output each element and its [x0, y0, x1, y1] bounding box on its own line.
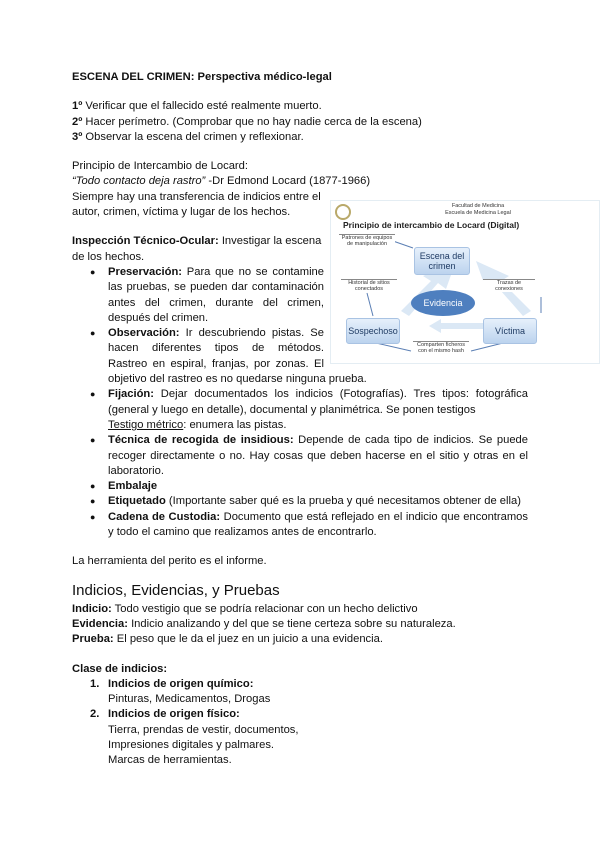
doc-title: ESCENA DEL CRIMEN: Perspectiva médico-legal	[72, 71, 332, 83]
locard-heading: Principio de Intercambio de Locard:	[72, 160, 248, 173]
node-victim: Víctima	[483, 318, 537, 344]
def-evidencia: Evidencia: Indicio analizando y del que se tiene certeza sobre su naturaleza.	[72, 617, 456, 630]
node-suspect: Sospechoso	[346, 318, 400, 344]
classes-heading: Clase de indicios:	[72, 662, 168, 675]
classes-list	[72, 677, 528, 769]
diagram-header: Facultad de Medicina Escuela de Medicina Legal	[445, 202, 511, 216]
step-2: 2º Hacer perímetro. (Comprobar que no hay nadie cerca de la escena)	[72, 115, 422, 128]
list-item: ● Observación: Ir descubriendo pistas. Se hacen diferentes tipos de métodos. Rastreo en espiral, franjas, por zonas. El objetivo del rastreo es no quedarse ninguna prueba.	[108, 326, 528, 387]
def-indicio: Indicio: Todo vestigio que se podría relacionar con un hecho delictivo	[72, 602, 418, 615]
diagram-title: Principio de intercambio de Locard (Digital)	[343, 219, 520, 230]
list-item: ● Preservación: Para que no se contamine las pruebas, se pueden dar contaminación antes del crimen, durante del crimen, después del crimen.	[108, 265, 528, 326]
list-item: ● Cadena de Custodia: Documento que está reflejado en el indicio que encontramos y todo el camino que realizamos antes de encontrarlo.	[108, 510, 528, 541]
locard-text: Siempre hay una transferencia de indicios entre el autor, crimen, víctima y lugar de los hechos.	[72, 190, 321, 219]
step-3: 3º Observar la escena del crimen y reflexionar.	[72, 130, 304, 143]
inspection-heading: Inspección Técnico-Ocular: Investigar la escena de los hechos.	[72, 235, 322, 263]
list-item: ● Fijación: Dejar documentados los indicios (Fotografías). Tres tipos: fotográfica (general y luego en detalle), documental y planimétrica. Se ponen testigos Testigo métrico: enumera las pistas.	[108, 387, 528, 433]
list-item: 2. Indicios de origen físico: Tierra, prendas de vestir, documentos, Impresiones digitales y palmares. Marcas de herramientas.	[90, 708, 299, 767]
step-1: 1º Verificar que el fallecido esté realmente muerto.	[72, 100, 322, 113]
node-scene: Escena del crimen	[414, 247, 470, 275]
section-heading: Indicios, Evidencias, y Pruebas	[72, 581, 280, 599]
node-evidence: Evidencia	[411, 290, 475, 316]
def-prueba: Prueba: El peso que le da el juez en un juicio a una evidencia.	[72, 633, 383, 646]
list-item: ● Etiquetado (Importante saber qué es la prueba y qué necesitamos obtener de ella)	[108, 494, 528, 509]
report-note: La herramienta del perito es el informe.	[72, 555, 267, 568]
diagram-note-left: Historial de sitios conectados	[341, 279, 397, 292]
inspection-list	[72, 265, 528, 540]
diagram-note-right: Trazas de conexiones	[483, 279, 535, 292]
list-item: ● Embalaje	[108, 479, 528, 494]
list-item: 1. Indicios de origen químico: Pinturas, Medicamentos, Drogas	[90, 677, 271, 706]
locard-quote: “Todo contacto deja rastro” -Dr Edmond Locard (1877-1966)	[72, 175, 371, 188]
diagram-note-bottom: Comparten ficheros con el mismo hash	[413, 341, 469, 354]
list-item: ● Técnica de recogida de insidious: Depende de cada tipo de indicios. Se puede recoger directamente o no. Hay cosas que deben hacerse en el sitio y otras en el laboratorio.	[108, 433, 528, 479]
diagram-note-top: Patrones de equipos de manipulación	[339, 234, 395, 247]
